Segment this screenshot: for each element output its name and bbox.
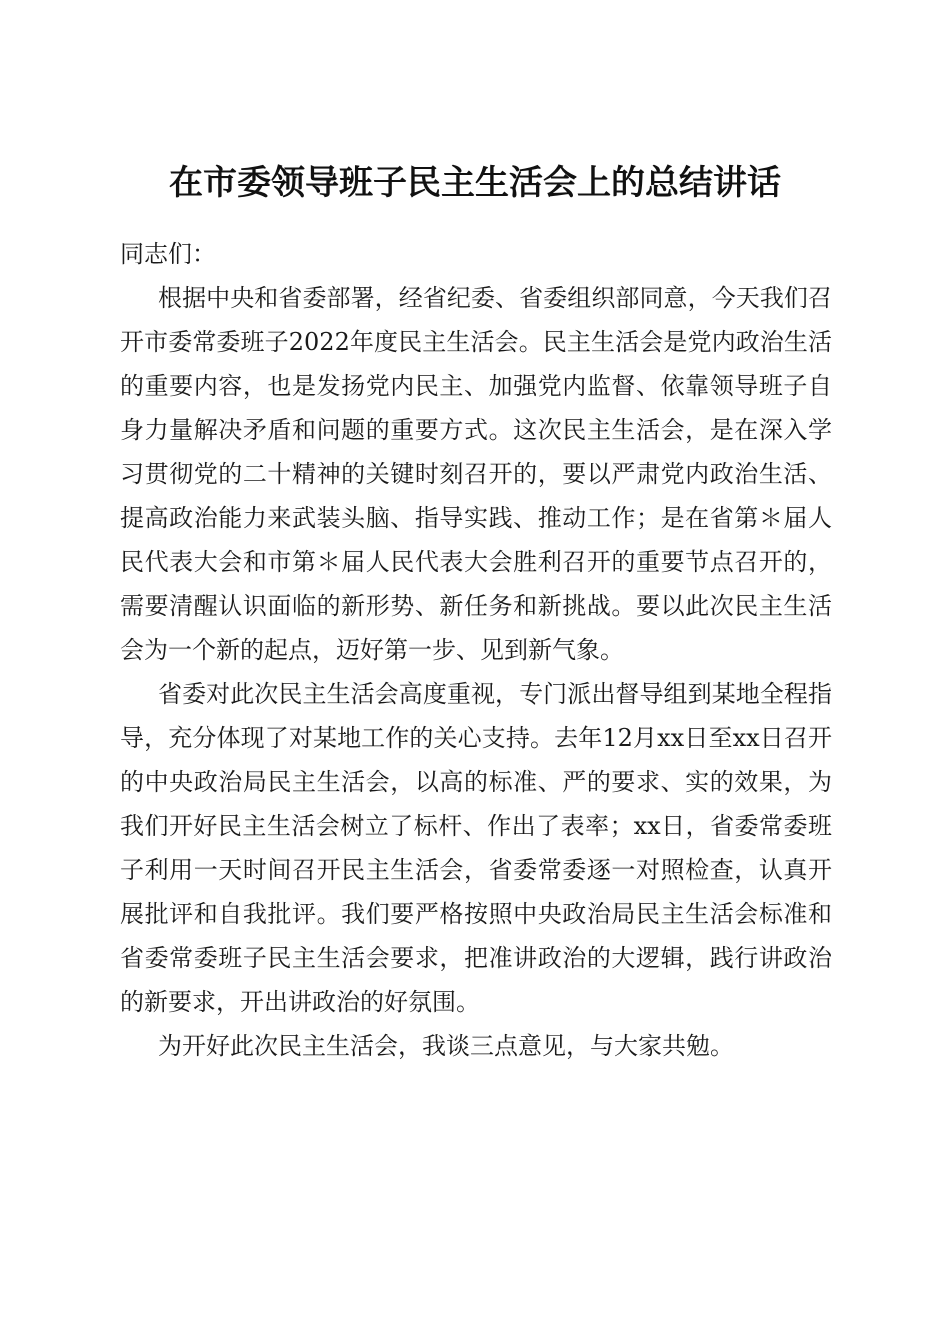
- document-title: 在市委领导班子民主生活会上的总结讲话: [169, 162, 781, 203]
- paragraph-1: 根据中央和省委部署，经省纪委、省委组织部同意，今天我们召开市委常委班子2022年度民主生活会。民主生活会是党内政治生活的重要内容，也是发扬党内民主、加强党内监督、依靠领导班子自身力量解决矛盾和问题的重要方式。这次民主生活会，是在深入学习贯彻党的二十精神的关键时刻召开的，要以严肃党内政治生活、提高政治能力来武装头脑、指导实践、推动工作；是在省第＊届人民代表大会和市第＊届人民代表大会胜利召开的重要节点召开的，需要清醒认识面临的新形势、新任务和新挑战。要以此次民主生活会为一个新的起点，迈好第一步、见到新气象。: [120, 284, 832, 664]
- document-body: [120, 232, 832, 1068]
- paragraph-3: 为开好此次民主生活会，我谈三点意见，与大家共勉。: [158, 1032, 734, 1060]
- paragraph-2: 省委对此次民主生活会高度重视，专门派出督导组到某地全程指导，充分体现了对某地工作的关心支持。去年12月xx日至xx日召开的中央政治局民主生活会，以高的标准、严的要求、实的效果，为我们开好民主生活会树立了标杆、作出了表率；xx日，省委常委班子利用一天时间召开民主生活会，省委常委逐一对照检查，认真开展批评和自我批评。我们要严格按照中央政治局民主生活会标准和省委常委班子民主生活会要求，把准讲政治的大逻辑，践行讲政治的新要求，开出讲政治的好氛围。: [120, 680, 832, 1016]
- greeting: 同志们：: [120, 240, 216, 268]
